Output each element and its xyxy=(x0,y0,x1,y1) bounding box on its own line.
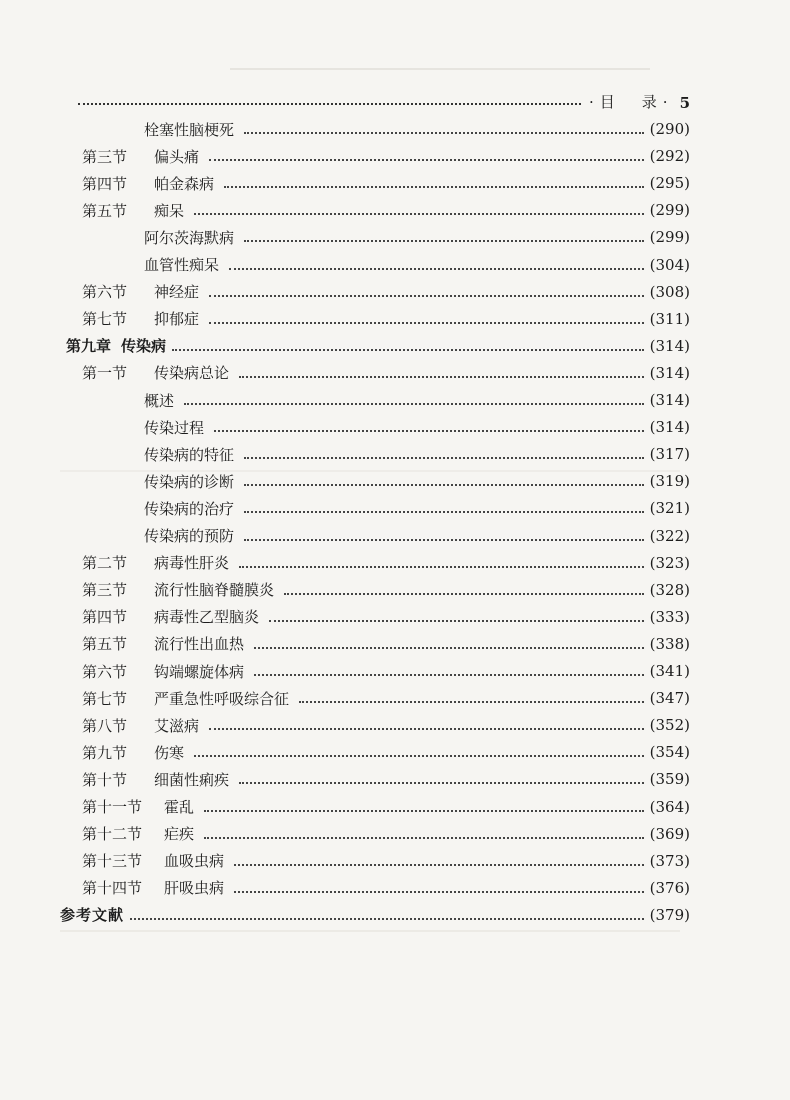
toc-page-number: (299) xyxy=(649,201,690,220)
toc-chapter-row[interactable] xyxy=(66,333,690,359)
toc-section-row[interactable] xyxy=(82,143,690,169)
toc-page-number: (359) xyxy=(649,770,690,789)
toc-section-number: 第十一节 xyxy=(82,798,143,816)
toc-entry-title: 传染病的特征 xyxy=(144,445,235,464)
toc-section-number: 第七节 xyxy=(82,310,128,329)
toc-page-number: (333) xyxy=(649,607,690,626)
toc-subentry-row[interactable] xyxy=(144,414,690,440)
toc-chapter-number: 第九章 xyxy=(66,337,112,356)
toc-dot-leader xyxy=(194,213,644,215)
toc-dot-leader xyxy=(234,891,644,893)
toc-dot-leader xyxy=(234,864,644,866)
toc-subentry-row[interactable] xyxy=(144,523,690,549)
toc-page-number: (338) xyxy=(649,634,690,653)
toc-entry-title: 肝吸虫病 xyxy=(164,879,225,898)
toc-section-row[interactable] xyxy=(82,604,690,630)
toc-section-number: 第七节 xyxy=(82,689,128,708)
toc-dot-leader xyxy=(244,539,644,541)
toc-entry-title: 伤寒 xyxy=(154,743,185,762)
toc-section-number: 第六节 xyxy=(82,662,128,681)
toc-section-row[interactable] xyxy=(82,685,690,711)
toc-page-number: (314) xyxy=(649,363,690,382)
toc-section-row[interactable] xyxy=(82,848,690,874)
toc-entry-title: 传染病总论 xyxy=(154,364,230,383)
toc-entry-title: 传染病的预防 xyxy=(144,527,235,545)
toc-entry-title: 严重急性呼吸综合征 xyxy=(154,689,290,708)
toc-entry-title: 阿尔茨海默病 xyxy=(144,228,235,247)
toc-section-number: 第二节 xyxy=(82,554,128,573)
toc-section-number: 第五节 xyxy=(82,635,128,654)
toc-subentry-row[interactable] xyxy=(144,116,690,142)
toc-dot-leader xyxy=(254,674,644,676)
toc-section-number: 第四节 xyxy=(82,174,128,193)
toc-page-number: (379) xyxy=(649,905,690,924)
toc-section-number: 第五节 xyxy=(82,201,128,220)
toc-page-number: (347) xyxy=(649,689,690,708)
toc-dot-leader xyxy=(204,837,644,839)
toc-entry-title: 病毒性乙型脑炎 xyxy=(154,608,260,627)
toc-page-number: (373) xyxy=(649,851,690,870)
toc-subentry-row[interactable] xyxy=(144,224,690,250)
page-number: 5 xyxy=(679,94,690,112)
toc-section-number: 第六节 xyxy=(82,283,128,302)
toc-section-number: 第三节 xyxy=(82,147,128,166)
toc-section-row[interactable] xyxy=(82,658,690,684)
toc-section-row[interactable] xyxy=(82,766,690,792)
toc-dot-leader xyxy=(209,322,644,324)
toc-dot-leader xyxy=(209,159,644,161)
toc-page-number: (290) xyxy=(649,120,690,138)
toc-dot-leader xyxy=(299,701,644,703)
toc-section-number: 第十节 xyxy=(82,770,128,789)
toc-section-row[interactable] xyxy=(82,821,690,847)
toc-section-row[interactable] xyxy=(82,631,690,657)
toc-dot-leader xyxy=(209,295,644,297)
toc-references-row[interactable] xyxy=(60,902,690,928)
toc-entry-title: 艾滋病 xyxy=(154,716,200,735)
toc-page-number: (314) xyxy=(649,418,690,437)
toc-page-number: (364) xyxy=(649,797,690,816)
toc-dot-leader xyxy=(244,511,644,513)
toc-page-number: (319) xyxy=(649,472,690,491)
toc-section-row[interactable] xyxy=(82,712,690,738)
toc-page-number: (354) xyxy=(649,743,690,762)
toc-dot-leader xyxy=(239,376,644,378)
toc-entry-title: 血管性痴呆 xyxy=(144,256,220,274)
toc-dot-leader xyxy=(244,132,644,134)
toc-page-number: (369) xyxy=(649,824,690,843)
toc-page-number: (311) xyxy=(649,309,690,328)
header-dotted-rule xyxy=(78,103,581,105)
toc-dot-leader xyxy=(224,186,644,188)
toc-entry-title: 传染病的治疗 xyxy=(144,499,235,518)
toc-entry-title: 帕金森病 xyxy=(154,174,215,193)
toc-page-number: (352) xyxy=(649,716,690,735)
running-header-title: ·目 录· xyxy=(589,93,674,111)
toc-dot-leader xyxy=(239,566,644,568)
toc-section-row[interactable] xyxy=(82,550,690,576)
toc-entry-title: 流行性出血热 xyxy=(154,635,245,654)
toc-entry-title: 传染病 xyxy=(121,337,167,356)
toc-entry-title: 抑郁症 xyxy=(154,310,200,329)
toc-section-row[interactable] xyxy=(82,197,690,223)
toc-entry-title: 概述 xyxy=(144,391,175,410)
toc-section-row[interactable] xyxy=(82,170,690,196)
toc-section-row[interactable] xyxy=(82,794,690,820)
toc-page-number: (322) xyxy=(649,526,690,545)
toc-section-number: 第四节 xyxy=(82,608,128,627)
toc-entry-title: 流行性脑脊髓膜炎 xyxy=(154,581,275,600)
toc-section-row[interactable] xyxy=(82,875,690,901)
toc-dot-leader xyxy=(269,620,644,622)
toc-section-number: 第九节 xyxy=(82,743,128,762)
toc-dot-leader xyxy=(244,457,644,459)
bleed-through-mark xyxy=(60,930,680,932)
toc-subentry-row[interactable] xyxy=(144,252,690,278)
toc-page-number: (299) xyxy=(649,228,690,247)
toc-page-number: (314) xyxy=(649,336,690,355)
toc-page-number: (376) xyxy=(649,878,690,897)
toc-section-row[interactable] xyxy=(82,739,690,765)
toc-dot-leader xyxy=(172,349,644,351)
toc-section-number: 第十四节 xyxy=(82,879,143,898)
toc-entry-title: 病毒性肝炎 xyxy=(154,554,230,573)
toc-section-number: 第三节 xyxy=(82,581,128,600)
toc-subentry-row[interactable] xyxy=(144,495,690,521)
toc-dot-leader xyxy=(239,782,644,784)
toc-dot-leader xyxy=(204,810,644,812)
toc-entry-title: 栓塞性脑梗死 xyxy=(144,120,235,139)
toc-entry-title: 疟疾 xyxy=(164,825,195,844)
toc-page-number: (314) xyxy=(649,391,690,409)
toc-dot-leader xyxy=(254,647,644,649)
toc-page-number: (292) xyxy=(649,147,690,166)
toc-page-number: (308) xyxy=(649,282,690,301)
toc-dot-leader xyxy=(184,403,644,405)
toc-dot-leader xyxy=(209,728,644,730)
toc-section-row[interactable] xyxy=(82,279,690,305)
toc-page-number: (304) xyxy=(649,255,690,274)
toc-page-number: (295) xyxy=(649,174,690,193)
toc-entry-title: 钩端螺旋体病 xyxy=(154,662,245,681)
bleed-through-mark xyxy=(230,68,650,70)
toc-entry-title: 细菌性痢疾 xyxy=(154,770,230,789)
toc-section-number: 第十三节 xyxy=(82,852,143,871)
running-header xyxy=(78,88,690,112)
toc-subentry-row[interactable] xyxy=(144,468,690,494)
toc-entry-title: 血吸虫病 xyxy=(164,852,225,871)
toc-section-row[interactable] xyxy=(82,360,690,386)
toc-section-number: 第八节 xyxy=(82,716,128,735)
toc-subentry-row[interactable] xyxy=(144,441,690,467)
toc-page-number: (321) xyxy=(649,499,690,518)
toc-section-number: 第一节 xyxy=(82,364,128,383)
toc-entry-title: 参考文献 xyxy=(60,906,125,925)
toc-entry-title: 痴呆 xyxy=(154,201,185,220)
toc-entry-title: 神经症 xyxy=(154,283,200,302)
toc-page-number: (328) xyxy=(649,580,690,599)
toc-entry-title: 传染过程 xyxy=(144,418,205,437)
toc-section-row[interactable] xyxy=(82,577,690,603)
toc-section-number: 第十二节 xyxy=(82,825,143,844)
toc-dot-leader xyxy=(130,918,644,920)
toc-page-number: (341) xyxy=(649,662,690,680)
toc-section-row[interactable] xyxy=(82,306,690,332)
toc-dot-leader xyxy=(194,755,644,757)
toc-entry-title: 霍乱 xyxy=(164,798,195,816)
toc-dot-leader xyxy=(284,593,644,595)
toc-page-number: (323) xyxy=(649,553,690,572)
toc-entry-title: 偏头痛 xyxy=(154,147,200,166)
toc-dot-leader xyxy=(229,268,644,270)
toc-dot-leader xyxy=(214,430,644,432)
toc-page-number: (317) xyxy=(649,445,690,464)
toc-dot-leader xyxy=(244,240,644,242)
toc-subentry-row[interactable] xyxy=(144,387,690,413)
toc-dot-leader xyxy=(244,484,644,486)
toc-entry-title: 传染病的诊断 xyxy=(144,472,235,491)
